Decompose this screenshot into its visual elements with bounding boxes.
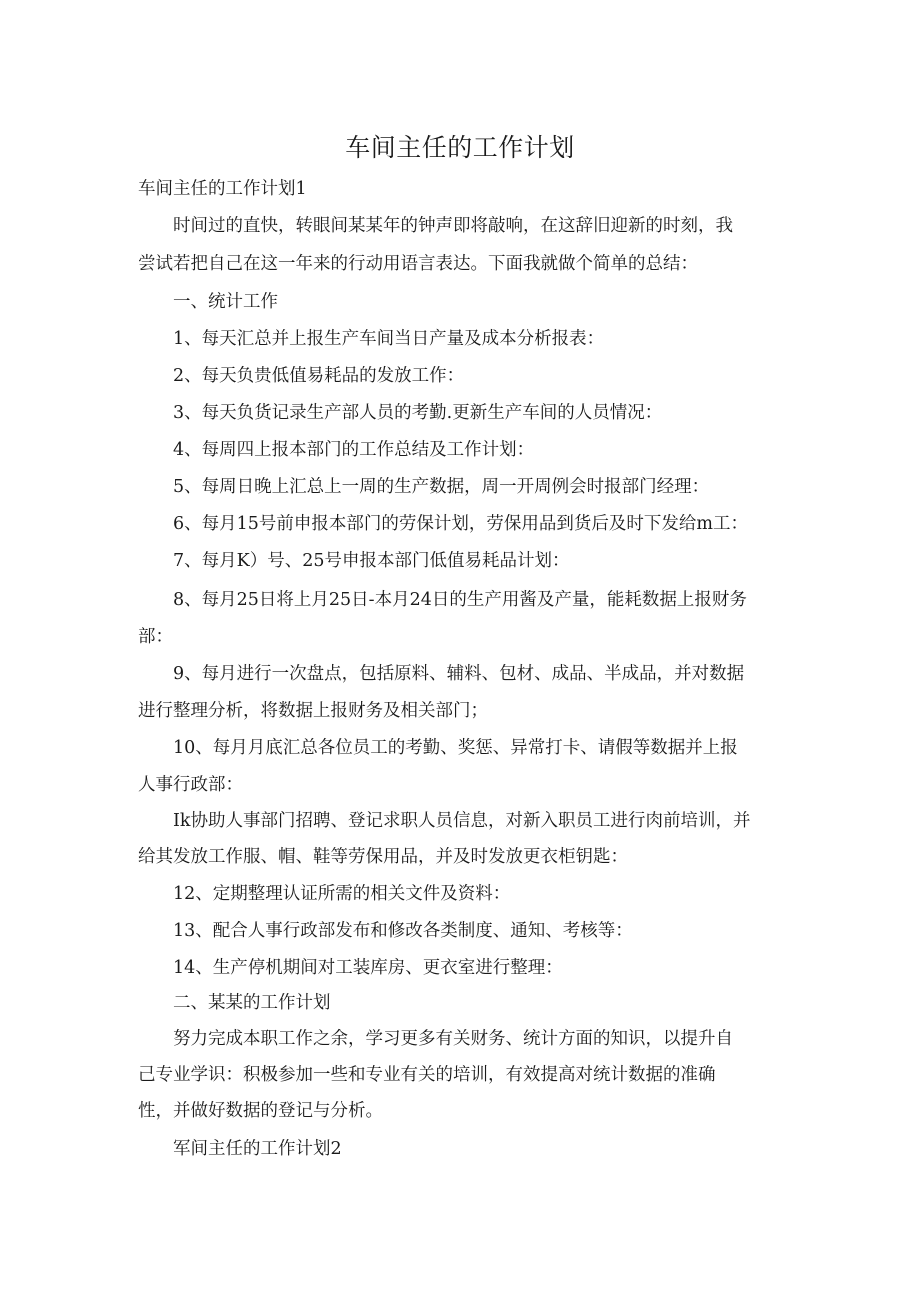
list-item-11-line-2: 给其发放工作服、帽、鞋等劳保用品，并及时发放更衣柜钥匙：: [138, 847, 628, 867]
list-item-11-line-1: Ik协助人事部门招聘、登记求职人员信息，对新入职员工进行肉前培训，并: [173, 811, 751, 831]
section-heading-work-plan: 二、某某的工作计划: [173, 993, 331, 1013]
list-item-13: 13、配合人事行政部发布和修改各类制度、通知、考核等：: [173, 921, 633, 941]
list-item-9-line-1: 9、每月进行一次盘点，包括原料、辅料、包材、成品、半成品，并对数据: [173, 664, 745, 684]
list-item-8-line-1: 8、每月25日将上月25日-本月24日的生产用酱及产量，能耗数据上报财务: [173, 590, 747, 610]
subheading-plan-2: 军间主任的工作计划2: [173, 1139, 342, 1159]
list-item-10-line-2: 人事行政部：: [138, 775, 243, 795]
list-item-7: 7、每月K）号、25号申报本部门低值易耗品计划：: [173, 551, 570, 571]
intro-paragraph-line-1: 时间过的直快，转眼间某某年的钟声即将敲响，在这辞旧迎新的时刻，我: [173, 216, 733, 236]
list-item-10-line-1: 10、每月月底汇总各位员工的考勤、奖惩、异常打卡、请假等数据并上报: [173, 738, 738, 758]
list-item-8-line-2: 部：: [138, 627, 173, 647]
list-item-5: 5、每周日晚上汇总上一周的生产数据，周一开周例会时报部门经理：: [173, 477, 710, 497]
work-plan-paragraph-line-2: 己专业学识：积极参加一些和专业有关的培训，有效提高对统计数据的准确: [138, 1065, 716, 1085]
subheading-plan-1: 车间主任的工作计划1: [138, 179, 307, 199]
list-item-12: 12、定期整理认证所需的相关文件及资料：: [173, 884, 511, 904]
list-item-4: 4、每周四上报本部门的工作总结及工作计划：: [173, 440, 535, 460]
work-plan-paragraph-line-3: 性，并做好数据的登记与分析。: [138, 1101, 383, 1121]
list-item-9-line-2: 进行整理分析，将数据上报财务及相关部门；: [138, 701, 488, 721]
list-item-6: 6、每月15号前申报本部门的劳保计划，劳保用品到货后及时下发给m工：: [173, 514, 748, 534]
list-item-1: 1、每天汇总并上报生产车间当日产量及成本分析报表：: [173, 329, 605, 349]
document-title: 车间主任的工作计划: [345, 133, 575, 162]
list-item-2: 2、每天负贵低值易耗品的发放工作：: [173, 366, 465, 386]
work-plan-paragraph-line-1: 努力完成本职工作之余，学习更多有关财务、统计方面的知识，以提升自: [173, 1029, 733, 1049]
list-item-14: 14、生产停机期间对工装库房、更衣室进行整理：: [173, 958, 563, 978]
list-item-3: 3、每天负货记录生产部人员的考勤.更新生产车间的人员情况：: [173, 403, 663, 423]
intro-paragraph-line-2: 尝试若把自己在这一年来的行动用语言表达。下面我就做个简单的总结：: [138, 254, 698, 274]
section-heading-statistics: 一、统计工作: [173, 292, 278, 312]
